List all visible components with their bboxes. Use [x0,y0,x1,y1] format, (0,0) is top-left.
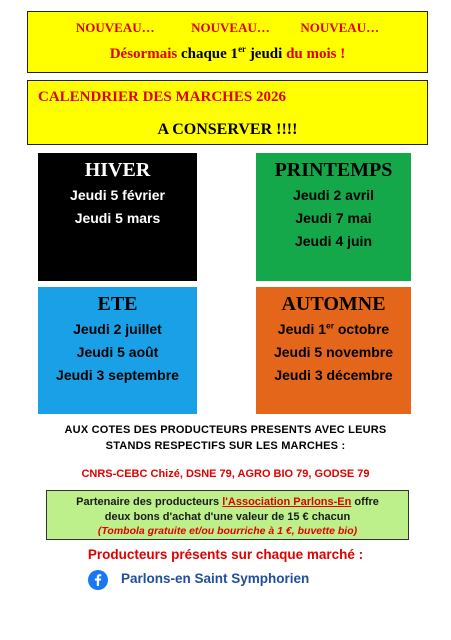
offer-line-3: (Tombola gratuite et/ou bourriche à 1 €, buvette bio) [97,525,358,537]
offer-box [46,490,409,540]
chaque-text: chaque 1 [177,46,239,62]
ordinal-suffix: er [238,44,247,54]
nouveau-1: NOUVEAU… [75,20,155,35]
offer-line-1-c: offre [351,496,379,508]
date-hiver-2: Jeudi 5 mars [74,210,161,226]
du-mois-text: du mois ! [286,46,346,62]
partners-list: CNRS-CEBC Chizé, DSNE 79, AGRO BIO 79, GODSE 79 [81,468,370,480]
offer-line-1 [47,496,408,508]
season-title-ete: ETE [97,293,138,315]
date-printemps-1: Jeudi 2 avril [293,187,374,203]
date-ete-3: Jeudi 3 septembre [56,367,179,383]
season-card-automne [256,287,411,414]
jeudi-text: jeudi [246,46,287,62]
calendar-title: CALENDRIER DES MARCHES 2026 [38,89,286,105]
date-automne-3: Jeudi 3 décembre [274,367,393,383]
keep-notice: A CONSERVER !!!! [157,121,298,138]
season-card-hiver [38,153,197,281]
date-automne-1 [256,318,411,341]
date-automne-2: Jeudi 5 novembre [273,344,394,360]
date-automne-1-sup: er [326,320,334,331]
facebook-icon-glyph [88,570,108,590]
offer-line-1-a: Partenaire des producteurs [76,496,223,508]
facebook-page-label[interactable]: Parlons-en Saint Symphorien [121,571,310,586]
season-title-hiver: HIVER [84,159,151,181]
season-card-printemps [256,153,411,281]
facebook-row[interactable] [88,568,368,592]
date-ete-2: Jeudi 5 août [76,344,159,360]
desormais-text: Désormais [109,46,178,62]
date-ete-1: Jeudi 2 juillet [73,321,162,337]
top-banner [27,11,428,73]
date-hiver-1: Jeudi 5 février [70,187,165,203]
producers-line-1: AUX COTES DES PRODUCTEURS PRESENTS AVEC LEURS [64,424,387,436]
association-link[interactable]: l'Association Parlons-En [222,496,352,508]
nouveau-2: NOUVEAU… [191,20,270,35]
producers-line-2: STANDS RESPECTIFS SUR LES MARCHES : [105,440,346,452]
date-printemps-2: Jeudi 7 mai [295,210,372,226]
date-printemps-3: Jeudi 4 juin [294,233,372,249]
date-automne-1-b: octobre [333,321,390,337]
nouveau-3: NOUVEAU… [300,20,380,35]
footer-heading: Producteurs présents sur chaque marché : [87,547,364,562]
season-title-automne: AUTOMNE [281,293,386,315]
new-schedule-line [28,46,427,63]
offer-line-2: deux bons d'achat d'une valeur de 15 € chacun [104,511,351,523]
facebook-icon [88,570,108,590]
date-automne-1-a: Jeudi 1 [277,321,327,337]
season-card-ete [38,287,197,414]
calendar-title-box [27,80,428,145]
nouveau-line [28,20,427,36]
season-title-printemps: PRINTEMPS [274,159,393,181]
